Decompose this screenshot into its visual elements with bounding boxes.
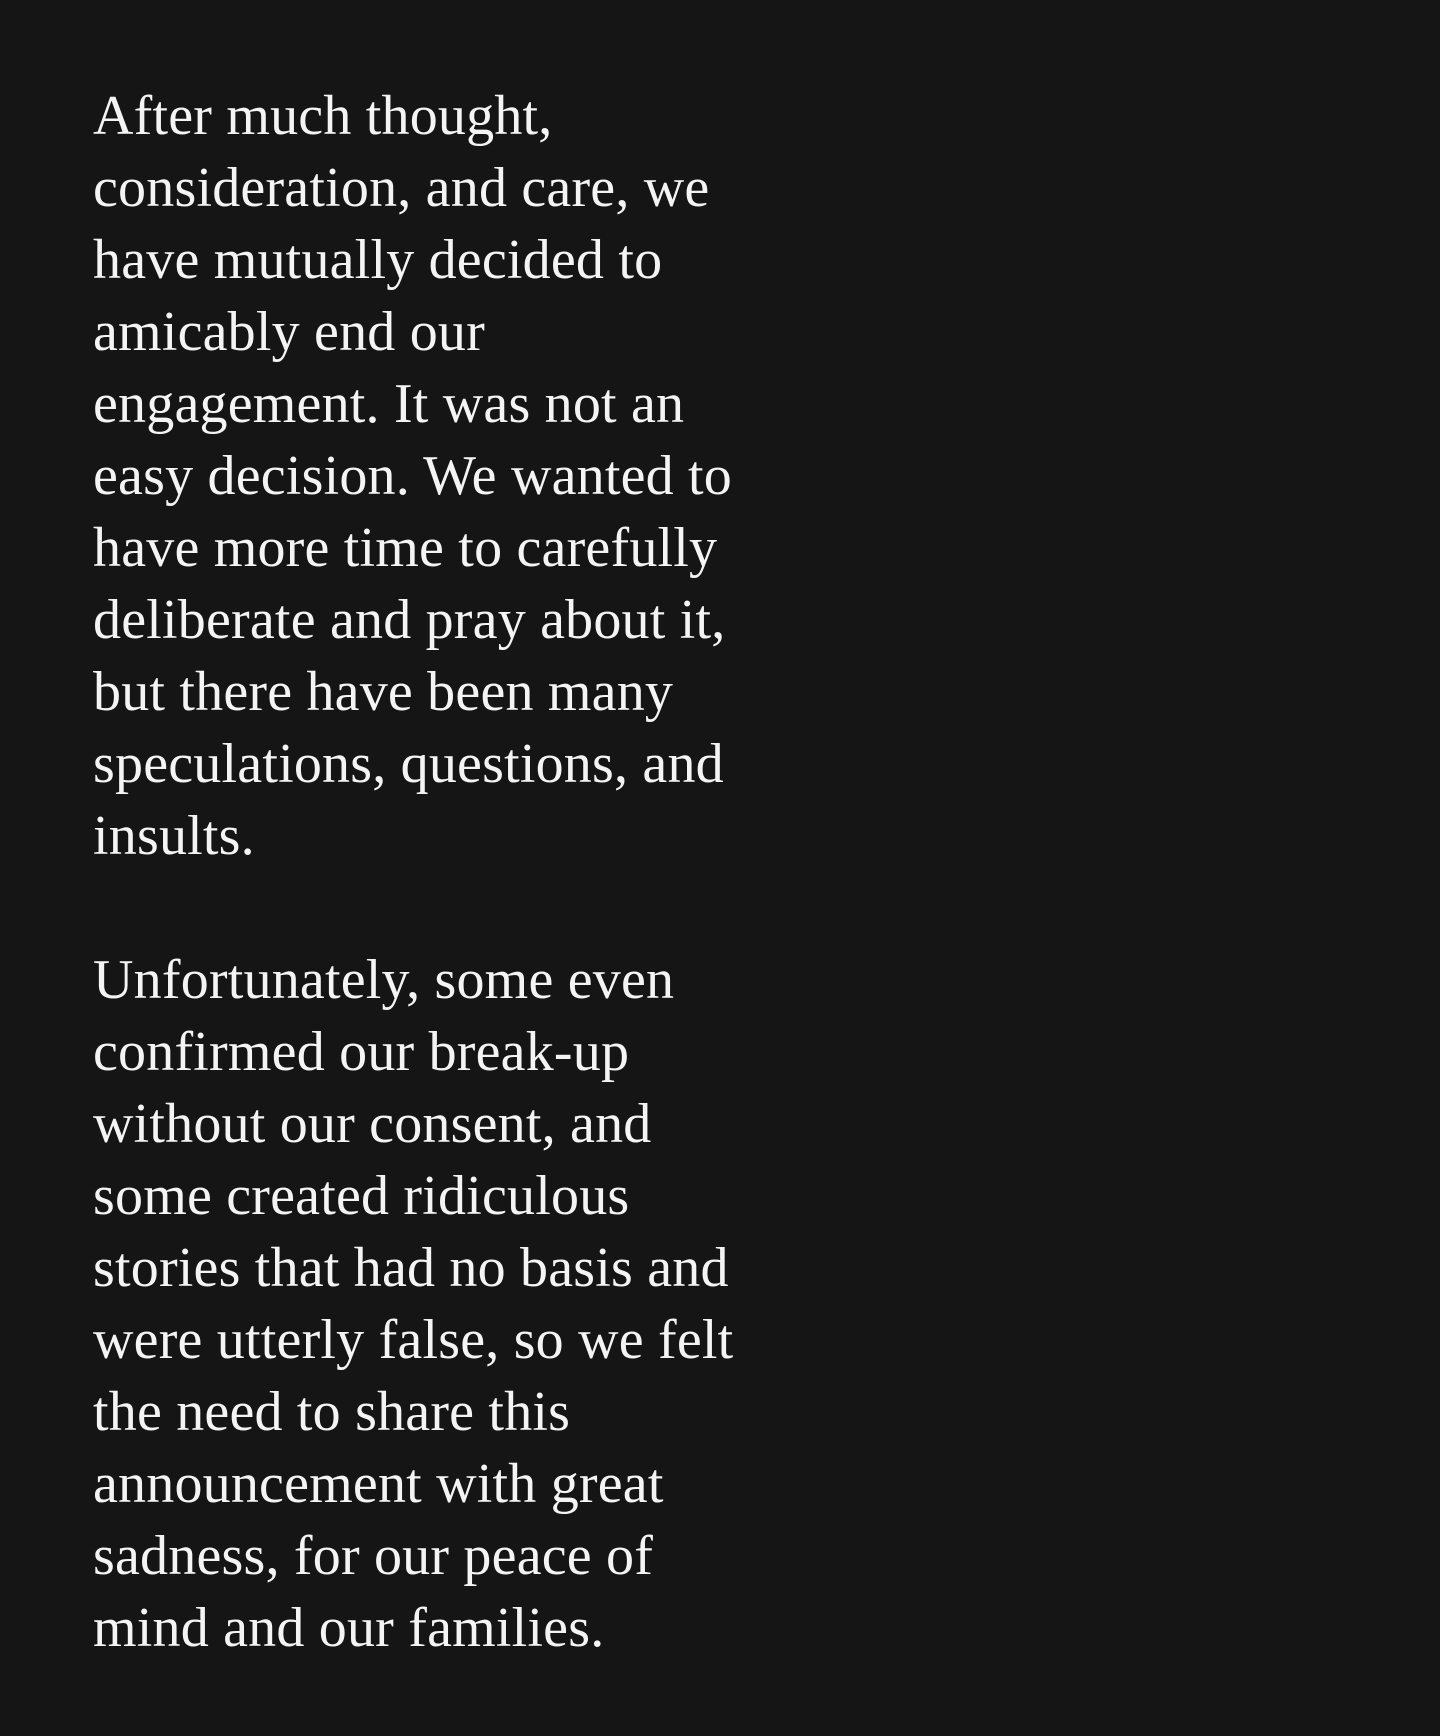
statement-line: easy decision. We wanted to (93, 445, 733, 507)
statement-line: have mutually decided to (93, 229, 663, 291)
paragraph-gap (93, 872, 873, 944)
statement-line: amicably end our (93, 301, 485, 363)
statement-line: After much thought, (93, 85, 553, 147)
statement-line: deliberate and pray about it, (93, 589, 726, 651)
statement-line: insults. (93, 805, 255, 867)
statement-line: consideration, and care, we (93, 157, 710, 219)
statement-paragraph-2 (93, 944, 873, 1664)
statement-line: engagement. It was not an (93, 373, 685, 435)
statement-line: without our consent, and (93, 1093, 652, 1155)
statement-line: but there have been many (93, 661, 674, 723)
statement-paragraph-1 (93, 80, 873, 872)
statement-line: announcement with great (93, 1453, 664, 1515)
statement-line: have more time to carefully (93, 517, 718, 579)
statement-line: stories that had no basis and (93, 1237, 729, 1299)
statement-line: mind and our families. (93, 1597, 605, 1659)
statement-text (93, 80, 873, 1664)
statement-line: were utterly false, so we felt (93, 1309, 734, 1371)
statement-line: sadness, for our peace of (93, 1525, 654, 1587)
statement-line: the need to share this (93, 1381, 571, 1443)
statement-line: speculations, questions, and (93, 733, 724, 795)
statement-line: confirmed our break-up (93, 1021, 630, 1083)
statement-line: some created ridiculous (93, 1165, 630, 1227)
statement-line: Unfortunately, some even (93, 949, 675, 1011)
